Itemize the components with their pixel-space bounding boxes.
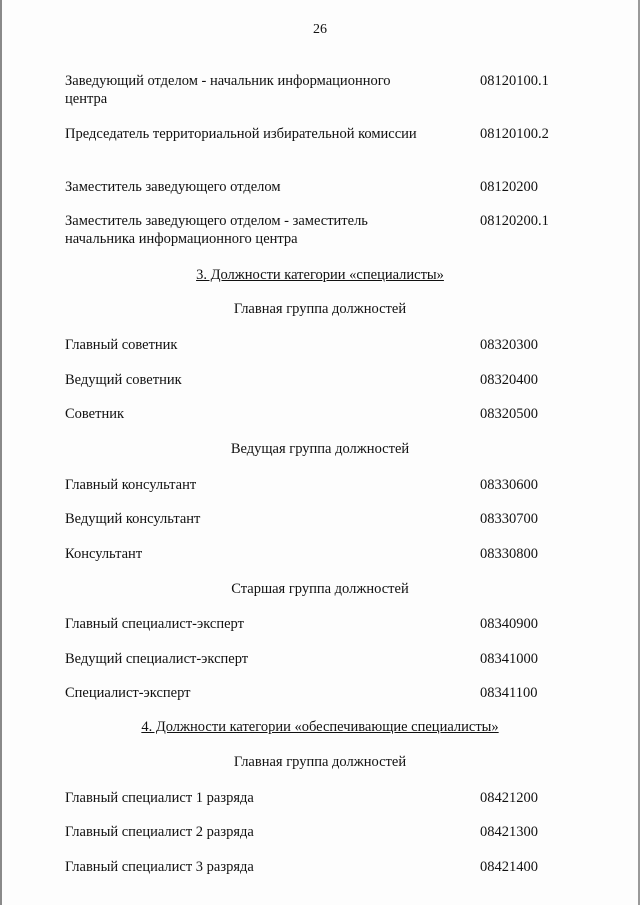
position-title: Главный советник [65, 337, 178, 353]
position-code: 08330700 [480, 511, 538, 527]
position-title: Специалист-эксперт [65, 685, 191, 701]
position-code: 08421400 [480, 859, 538, 875]
position-title: Ведущий специалист-эксперт [65, 651, 249, 667]
position-code: 08340900 [480, 616, 538, 632]
position-code: 08341000 [480, 651, 538, 667]
position-title: Ведущий советник [65, 372, 182, 388]
position-code: 08120200.1 [480, 213, 549, 229]
position-code: 08341100 [480, 685, 538, 701]
page-number: 26 [313, 22, 327, 37]
position-title: Заведующий отделом - начальник информационного центра [65, 73, 391, 107]
position-code: 08320300 [480, 337, 538, 353]
group-heading: Главная группа должностей [233, 754, 407, 770]
position-code: 08320400 [480, 372, 538, 388]
position-code: 08120100.2 [480, 126, 549, 142]
position-code: 08421200 [480, 790, 538, 806]
group-heading: Ведущая группа должностей [230, 441, 410, 457]
position-title: Председатель территориальной избирательной комиссии [65, 126, 417, 142]
group-heading: Главная группа должностей [233, 301, 407, 317]
position-title: Ведущий консультант [65, 511, 201, 527]
position-title: Консультант [65, 546, 143, 562]
position-title: Заместитель заведующего отделом - заместитель начальника информационного центра [65, 213, 368, 247]
position-code: 08120200 [480, 179, 538, 195]
position-code: 08320500 [480, 406, 538, 422]
position-code: 08330800 [480, 546, 538, 562]
position-title: Главный консультант [65, 477, 197, 493]
position-title: Главный специалист 2 разряда [65, 824, 254, 840]
position-title: Главный специалист 1 разряда [65, 790, 254, 806]
position-code: 08421300 [480, 824, 538, 840]
position-title: Советник [65, 406, 125, 422]
section-heading: 4. Должности категории «обеспечивающие специалисты» [141, 719, 499, 735]
position-code: 08120100.1 [480, 73, 549, 89]
section-heading: 3. Должности категории «специалисты» [196, 267, 444, 283]
position-code: 08330600 [480, 477, 538, 493]
position-title: Главный специалист-эксперт [65, 616, 244, 632]
position-title: Главный специалист 3 разряда [65, 859, 254, 875]
group-heading: Старшая группа должностей [231, 581, 409, 597]
position-title: Заместитель заведующего отделом [65, 179, 281, 195]
